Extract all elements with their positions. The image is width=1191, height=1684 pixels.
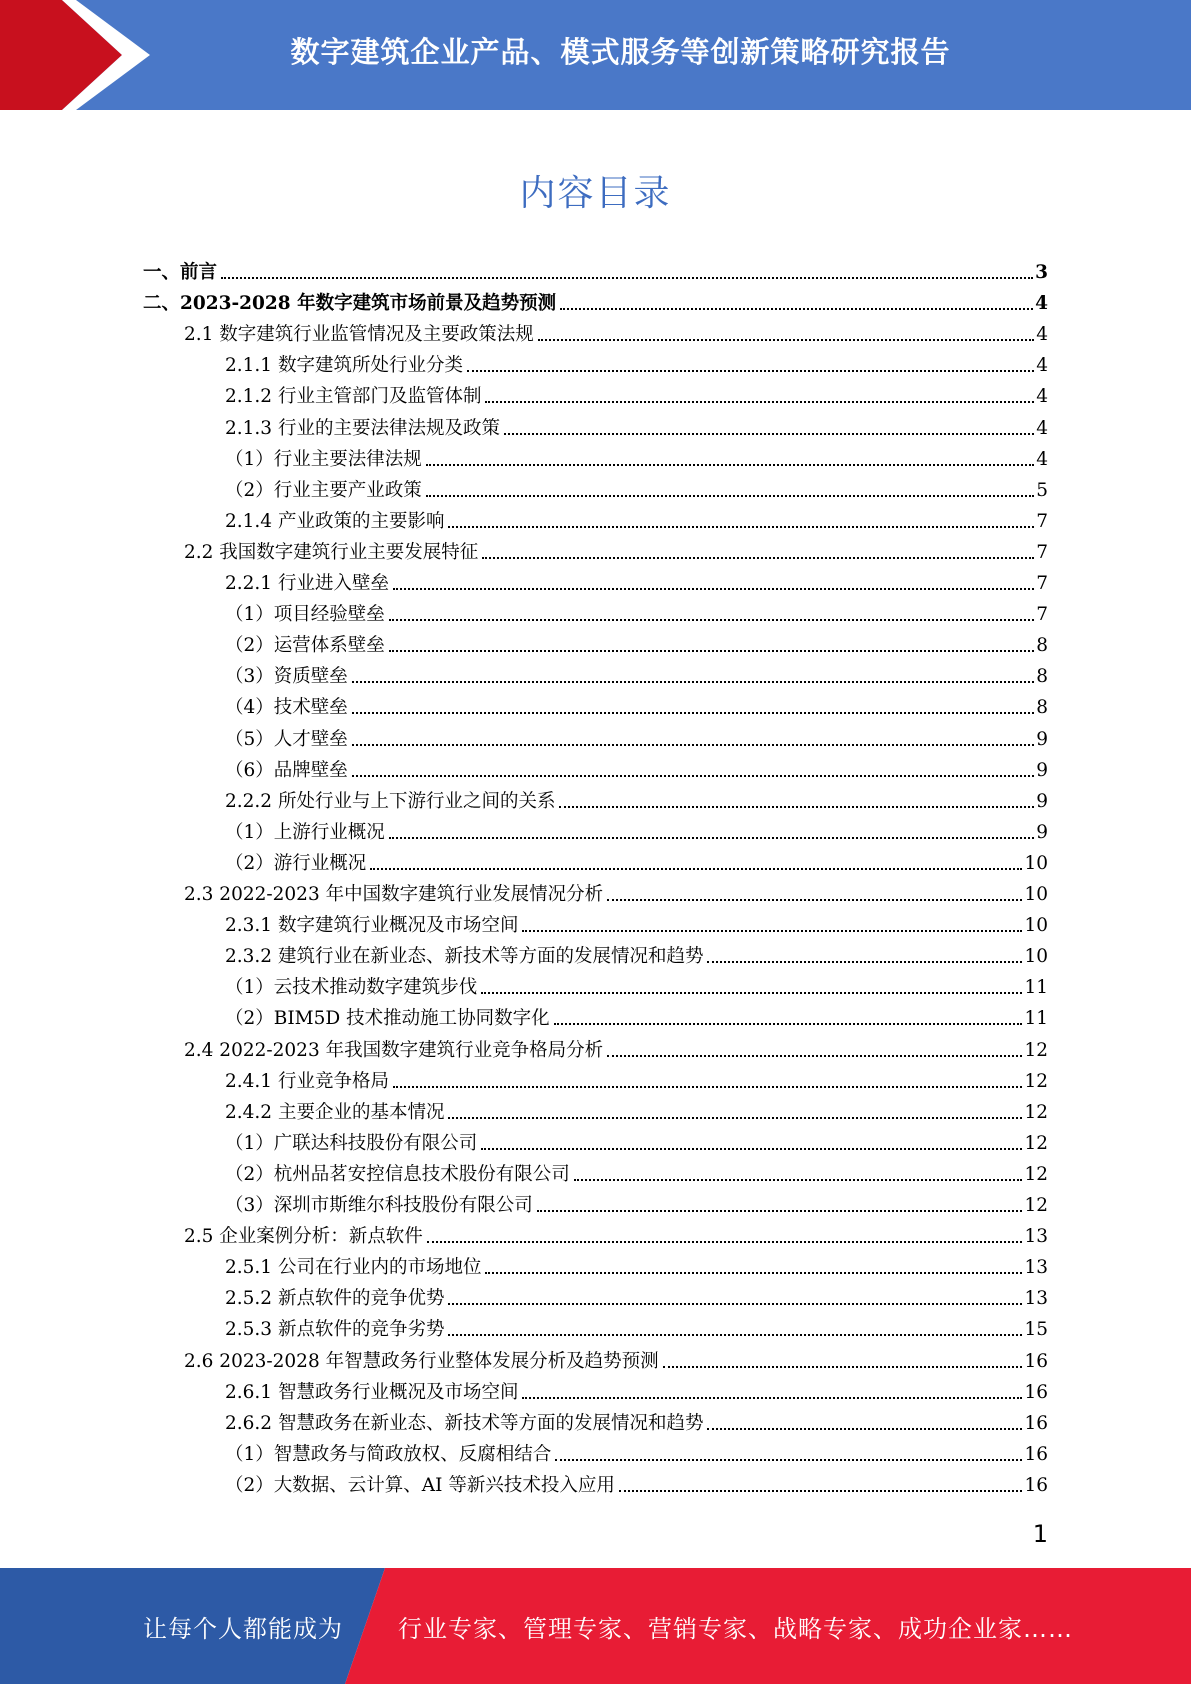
toc-entry-page: 4 [1036, 386, 1048, 408]
toc-entry[interactable] [225, 937, 1048, 968]
toc-entry[interactable] [225, 751, 1048, 782]
toc-entry-label: （1）广联达科技股份有限公司 [225, 1132, 478, 1154]
toc-dot-leader [389, 619, 1034, 621]
toc-entry[interactable] [225, 471, 1048, 502]
toc-entry-label: 2.1.2 行业主管部门及监管体制 [225, 386, 482, 408]
toc-entry-label: （5）人才壁垒 [225, 728, 348, 750]
toc-entry-label: 2.1.4 产业政策的主要影响 [225, 510, 445, 532]
toc-dot-leader [427, 1241, 1023, 1243]
toc-entry[interactable] [225, 720, 1048, 751]
footer-slogan-right: 行业专家、管理专家、营销专家、战略专家、成功企业家…… [398, 1614, 1073, 1643]
toc-entry-label: （1）项目经验壁垒 [225, 604, 385, 626]
toc-entry-label: （2）游行业概况 [225, 852, 367, 874]
header-red-block [0, 0, 122, 110]
toc-entry[interactable] [184, 533, 1048, 564]
toc-entry[interactable] [225, 626, 1048, 657]
toc-entry[interactable] [184, 1031, 1048, 1062]
toc-entry-page: 12 [1024, 1132, 1048, 1154]
toc-entry[interactable] [225, 999, 1048, 1030]
toc-entry-label: 2.6.1 智慧政务行业概况及市场空间 [225, 1381, 519, 1403]
toc-entry-label: 2.3.1 数字建筑行业概况及市场空间 [225, 915, 519, 937]
toc-entry-page: 13 [1024, 1288, 1048, 1310]
toc-entry[interactable] [225, 1062, 1048, 1093]
toc-dot-leader [393, 1086, 1022, 1088]
toc-entry-label: （2）行业主要产业政策 [225, 479, 422, 501]
toc-dot-leader [482, 557, 1034, 559]
toc-entry[interactable] [225, 595, 1048, 626]
toc-entry-page: 11 [1024, 977, 1048, 999]
toc-entry-page: 9 [1036, 728, 1048, 750]
footer-slogan-left: 让每个人都能成为 [143, 1614, 343, 1643]
toc-dot-leader [522, 930, 1022, 932]
toc-dot-leader [559, 806, 1034, 808]
toc-entry-page: 8 [1036, 697, 1048, 719]
report-title: 数字建筑企业产品、模式服务等创新策略研究报告 [290, 34, 951, 69]
toc-entry-page: 4 [1036, 355, 1048, 377]
toc-entry-label: 2.5.2 新点软件的竞争优势 [225, 1288, 445, 1310]
toc-dot-leader [485, 1272, 1022, 1274]
toc-entry-label: 2.6 2023-2028 年智慧政务行业整体发展分析及趋势预测 [184, 1350, 659, 1372]
toc-entry-page: 4 [1036, 324, 1048, 346]
toc-entry-label: （1）云技术推动数字建筑步伐 [225, 977, 478, 999]
page-number: 1 [1032, 1520, 1048, 1548]
toc-entry-page: 10 [1024, 915, 1048, 937]
toc-entry-page: 10 [1024, 884, 1048, 905]
toc-dot-leader [560, 308, 1033, 310]
toc-dot-leader [504, 433, 1034, 435]
toc-entry-page: 9 [1036, 821, 1048, 843]
toc-entry[interactable] [184, 1217, 1048, 1248]
toc-entry[interactable] [225, 1310, 1048, 1341]
toc-entry-label: 2.5 企业案例分析：新点软件 [184, 1226, 423, 1248]
toc-entry-page: 13 [1024, 1257, 1048, 1279]
toc-dot-leader [352, 775, 1034, 777]
toc-entry[interactable] [225, 844, 1048, 875]
toc-entry-page: 8 [1036, 635, 1048, 657]
toc-entry[interactable] [225, 409, 1048, 440]
toc-dot-leader [352, 712, 1034, 714]
toc-dot-leader [370, 868, 1022, 870]
toc-dot-leader [448, 1117, 1022, 1119]
toc-dot-leader [426, 495, 1034, 497]
footer-banner [0, 1568, 1191, 1684]
toc-entry-page: 3 [1035, 262, 1048, 283]
toc-entry[interactable] [225, 346, 1048, 377]
toc-dot-leader [481, 992, 1022, 994]
toc-entry-page: 7 [1036, 541, 1048, 563]
toc-entry-label: （2）大数据、云计算、AI 等新兴技术投入应用 [225, 1474, 615, 1496]
toc-dot-leader [574, 1179, 1023, 1181]
toc-entry[interactable] [225, 968, 1048, 999]
toc-entry[interactable] [143, 284, 1048, 315]
toc-dot-leader [522, 1397, 1022, 1399]
toc-dot-leader [426, 464, 1034, 466]
toc-entry[interactable] [225, 377, 1048, 408]
toc-entry[interactable] [184, 315, 1048, 346]
toc-entry-label: 2.5.1 公司在行业内的市场地位 [225, 1257, 482, 1279]
toc-entry[interactable] [225, 906, 1048, 937]
toc-entry-label: 2.3.2 建筑行业在新业态、新技术等方面的发展情况和趋势 [225, 946, 704, 968]
toc-entry-label: 2.2 我国数字建筑行业主要发展特征 [184, 541, 479, 563]
toc-entry-label: 一、前言 [143, 262, 218, 283]
toc-dot-leader [707, 961, 1022, 963]
toc-entry-label: （3）深圳市斯维尔科技股份有限公司 [225, 1195, 533, 1216]
toc-dot-leader [389, 837, 1034, 839]
toc-entry-page: 12 [1024, 1039, 1048, 1061]
toc-entry-page: 13 [1024, 1226, 1048, 1248]
toc-entry[interactable] [225, 1124, 1048, 1155]
toc-entry-label: （6）品牌壁垒 [225, 759, 348, 781]
toc-entry-page: 4 [1035, 293, 1048, 315]
toc-dot-leader [221, 277, 1033, 279]
toc-entry-page: 4 [1036, 417, 1048, 439]
toc-entry[interactable] [225, 657, 1048, 688]
toc-entry[interactable] [225, 688, 1048, 719]
toc-entry-label: 2.2.2 所处行业与上下游行业之间的关系 [225, 790, 556, 812]
toc-entry-page: 9 [1036, 790, 1048, 812]
toc-entry[interactable] [225, 782, 1048, 813]
toc-entry-label: 2.1.3 行业的主要法律法规及政策 [225, 417, 500, 439]
toc-heading: 内容目录 [519, 173, 672, 214]
toc-entry-label: 2.4.1 行业竞争格局 [225, 1070, 389, 1092]
toc-entry-label: 2.2.1 行业进入壁垒 [225, 573, 389, 594]
toc-entry-page: 7 [1036, 604, 1048, 626]
toc-entry-label: 2.1.1 数字建筑所处行业分类 [225, 355, 463, 377]
toc-entry-page: 15 [1024, 1319, 1048, 1341]
toc-entry-label: （1）行业主要法律法规 [225, 448, 422, 470]
toc-dot-leader [537, 1210, 1023, 1212]
toc-entry[interactable] [184, 875, 1048, 906]
toc-entry-label: （3）资质壁垒 [225, 666, 348, 688]
toc-dot-leader [607, 1055, 1022, 1057]
toc-entry[interactable] [225, 1186, 1048, 1217]
toc-dot-leader [663, 1366, 1023, 1368]
toc-entry-page: 12 [1024, 1070, 1048, 1092]
toc-entry[interactable] [225, 1373, 1048, 1404]
toc-dot-leader [555, 1459, 1022, 1461]
toc-dot-leader [481, 1148, 1022, 1150]
toc-entry-label: 2.4 2022-2023 年我国数字建筑行业竞争格局分析 [184, 1039, 604, 1061]
toc-entry-label: 2.6.2 智慧政务在新业态、新技术等方面的发展情况和趋势 [225, 1412, 704, 1434]
toc-entry-page: 16 [1024, 1474, 1048, 1496]
report-header [0, 0, 1191, 110]
toc-entry-page: 12 [1024, 1163, 1048, 1185]
toc-entry-page: 8 [1036, 666, 1048, 688]
toc-dot-leader [467, 370, 1034, 372]
toc-dot-leader [448, 526, 1034, 528]
toc-entry-label: （4）技术壁垒 [225, 697, 348, 719]
header-chevron-decoration [0, 0, 160, 110]
toc-dot-leader [448, 1303, 1022, 1305]
toc-entry-label: （2）BIM5D 技术推动施工协同数字化 [225, 1008, 550, 1030]
toc-dot-leader [448, 1334, 1022, 1336]
toc-entry-label: （2）杭州品茗安控信息技术股份有限公司 [225, 1163, 570, 1185]
toc-dot-leader [389, 650, 1034, 652]
toc-entry-label: 2.1 数字建筑行业监管情况及主要政策法规 [184, 324, 534, 346]
toc-entry-label: （1）智慧政务与简政放权、反腐相结合 [225, 1443, 552, 1465]
toc-entry-page: 12 [1024, 1101, 1048, 1123]
toc-entry[interactable] [225, 813, 1048, 844]
toc-entry-page: 7 [1036, 573, 1048, 594]
toc-entry-page: 11 [1024, 1008, 1048, 1030]
toc-entry-label: 2.5.3 新点软件的竞争劣势 [225, 1319, 445, 1341]
toc-entry[interactable] [225, 1093, 1048, 1124]
toc-entry[interactable] [225, 1435, 1048, 1466]
toc-entry-page: 16 [1024, 1443, 1048, 1465]
toc-entry-page: 16 [1024, 1350, 1048, 1372]
toc-entry[interactable] [184, 1342, 1048, 1373]
toc-entry[interactable] [225, 1404, 1048, 1435]
toc-entry-label: （2）运营体系壁垒 [225, 635, 385, 657]
toc-entry-page: 7 [1036, 510, 1048, 532]
toc-entry[interactable] [225, 1248, 1048, 1279]
toc-entry-page: 16 [1024, 1412, 1048, 1434]
toc-entry-page: 16 [1024, 1381, 1048, 1403]
toc-dot-leader [607, 899, 1022, 901]
toc-entry-page: 9 [1036, 759, 1048, 781]
toc-entry-page: 10 [1024, 946, 1048, 968]
toc-dot-leader [707, 1428, 1022, 1430]
toc-entry[interactable] [225, 1279, 1048, 1310]
toc-entry[interactable] [225, 564, 1048, 595]
toc-entry-label: （1）上游行业概况 [225, 821, 385, 843]
toc-dot-leader [352, 744, 1034, 746]
toc-entry[interactable] [225, 502, 1048, 533]
toc-dot-leader [352, 681, 1034, 683]
toc-entry-page: 12 [1024, 1195, 1048, 1216]
toc-entry-label: 二、2023-2028 年数字建筑市场前景及趋势预测 [143, 293, 557, 315]
toc-entry[interactable] [143, 253, 1048, 284]
toc-dot-leader [485, 401, 1034, 403]
toc-dot-leader [538, 339, 1034, 341]
toc-entry-label: 2.3 2022-2023 年中国数字建筑行业发展情况分析 [184, 884, 604, 905]
toc-dot-leader [393, 588, 1034, 590]
toc-entry[interactable] [225, 1155, 1048, 1186]
toc-entry-label: 2.4.2 主要企业的基本情况 [225, 1101, 445, 1123]
toc-entry[interactable] [225, 440, 1048, 471]
toc-entry-page: 10 [1024, 852, 1048, 874]
toc-entry[interactable] [225, 1466, 1048, 1497]
toc-entry-page: 4 [1036, 448, 1048, 470]
toc-entry-page: 5 [1036, 479, 1048, 501]
toc-dot-leader [619, 1490, 1023, 1492]
toc-dot-leader [554, 1023, 1023, 1025]
